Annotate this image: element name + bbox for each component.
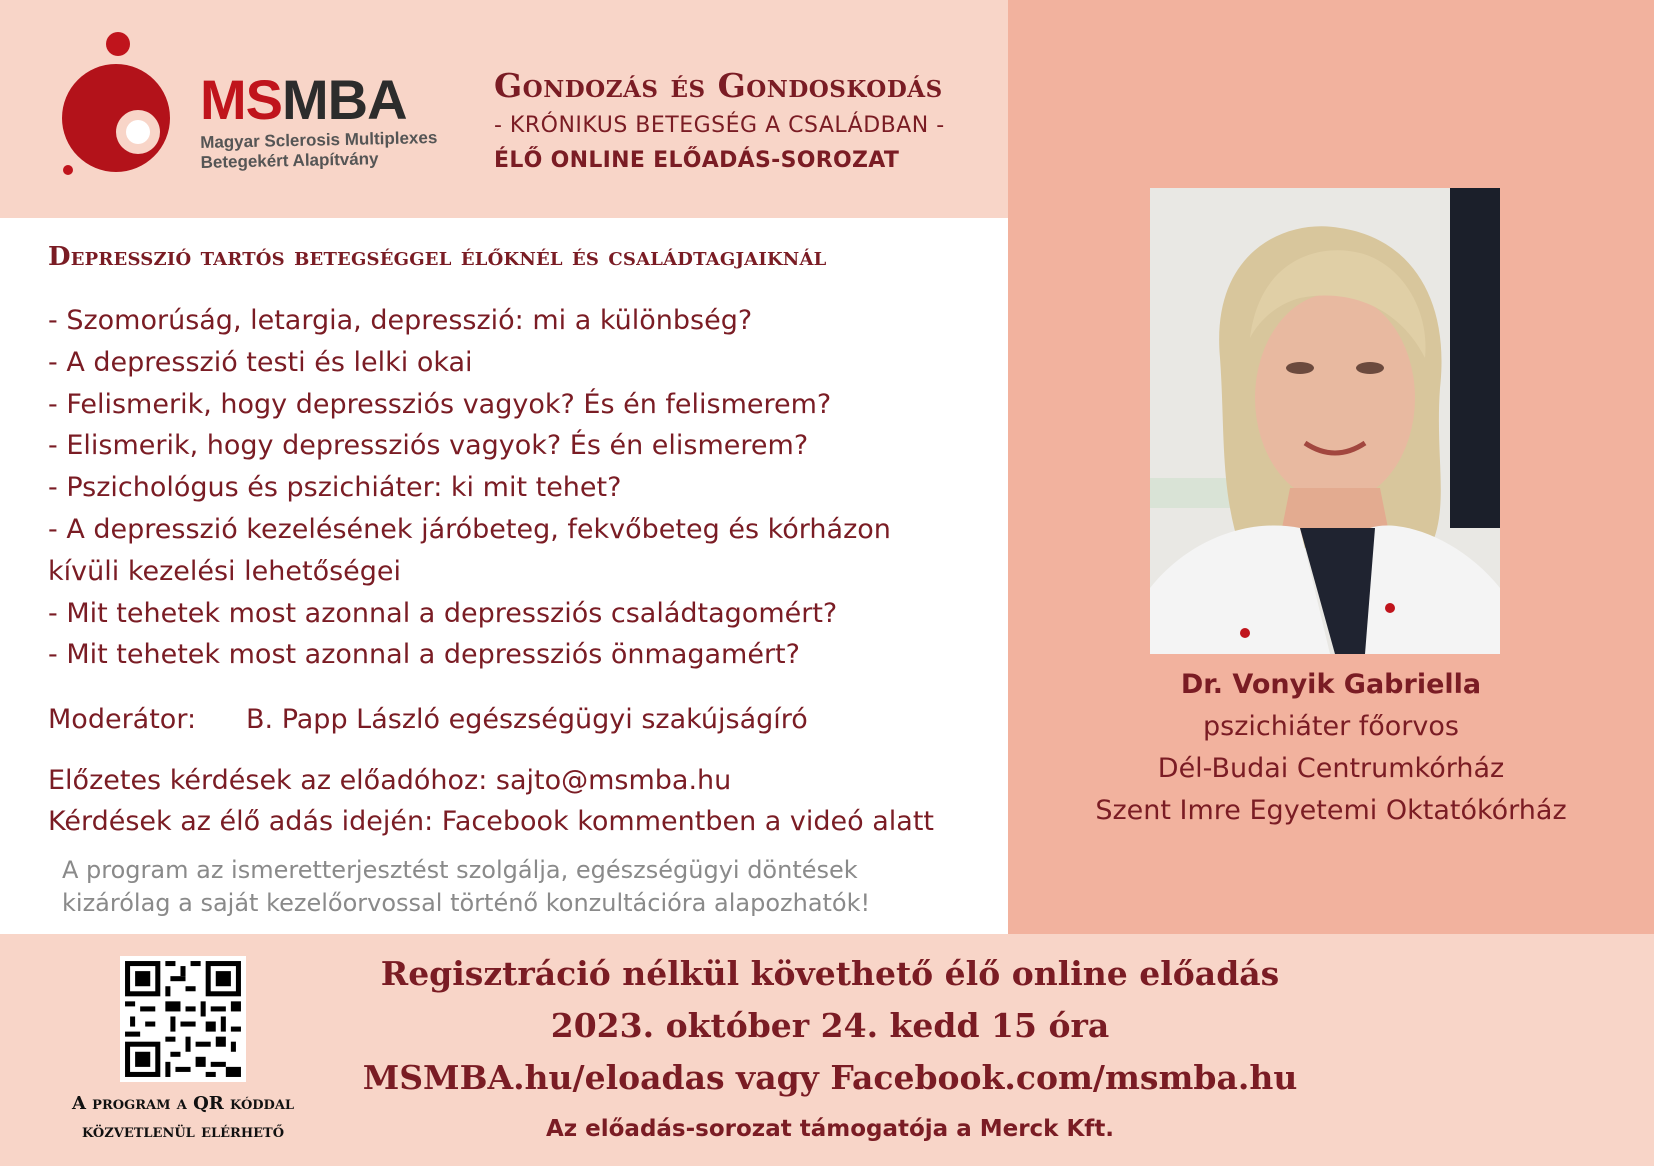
topic-item: - A depresszió testi és lelki okai: [48, 346, 473, 378]
topic-item: kívüli kezelési lehetőségei: [48, 555, 402, 587]
speaker-panel: [1008, 0, 1654, 934]
footer-banner: [0, 934, 1654, 1166]
qr-caption-line1: A program a QR kóddal: [71, 1093, 295, 1114]
series-heading: [494, 66, 945, 173]
logo-wordmark: [200, 68, 407, 131]
questions-live: Kérdések az élő adás idején: Facebook kommentben a videó alatt: [48, 806, 935, 837]
series-subtitle: - KRÓNIKUS BETEGSÉG A CSALÁDBAN -: [494, 113, 945, 138]
topic-title: Depresszió tartós betegséggel élőknél és családtagjaiknál: [48, 242, 827, 272]
event-registration: Regisztráció nélkül követhető élő online előadás: [380, 954, 1280, 993]
event-info: [330, 948, 1330, 1142]
speaker-info: [1008, 664, 1654, 832]
topic-item: - Elismerik, hogy depressziós vagyok? És én elismerem?: [48, 430, 809, 462]
header-banner: [0, 0, 1008, 218]
topic-item: - Mit tehetek most azonnal a depressziós családtagomért?: [48, 597, 838, 629]
qr-caption-line2: közvetlenül elérhető: [81, 1121, 285, 1142]
topic-list: [48, 300, 978, 676]
moderator-name: B. Papp László egészségügyi szakújságíró: [246, 704, 808, 735]
logo-mba: MBA: [282, 68, 407, 131]
topic-item: - Pszichológus és pszichiáter: ki mit tehet?: [48, 472, 622, 504]
event-date: 2023. október 24. kedd 15 óra: [550, 1006, 1110, 1045]
logo-subtitle: [200, 128, 438, 173]
topic-item: - Felismerik, hogy depressziós vagyok? És én felismerem?: [48, 388, 832, 420]
disclaimer-line1: A program az ismeretterjesztést szolgálja, egészségügyi döntések: [62, 856, 858, 884]
disclaimer-line2: kizárólag a saját kezelőorvossal történő konzultációra alapozhatók!: [62, 889, 871, 917]
speaker-photo: [1150, 188, 1500, 654]
logo-subtitle-line1: Magyar Sclerosis Multiplexes: [200, 128, 438, 152]
disclaimer: [62, 854, 870, 920]
event-links[interactable]: MSMBA.hu/eloadas vagy Facebook.com/msmba.hu: [362, 1058, 1298, 1097]
series-live-label: ÉLŐ ONLINE ELŐADÁS-SOROZAT: [494, 148, 900, 173]
topic-item: - A depresszió kezelésének járóbeteg, fekvőbeteg és kórházon: [48, 513, 891, 545]
topic-item: - Mit tehetek most azonnal a depressziós önmagamért?: [48, 639, 800, 671]
speaker-org1: Dél-Budai Centrumkórház: [1157, 753, 1505, 784]
moderator-row: [48, 704, 808, 735]
qr-code-icon[interactable]: [120, 956, 246, 1082]
logo-ms: MS: [200, 68, 282, 131]
speaker-org2: Szent Imre Egyetemi Oktatókórház: [1095, 795, 1567, 826]
questions-before: Előzetes kérdések az előadóhoz: sajto@msmba.hu: [48, 765, 732, 796]
questions-info: [48, 760, 934, 842]
moderator-label: Moderátor:: [48, 704, 197, 735]
speaker-role: pszichiáter főorvos: [1203, 711, 1459, 742]
topic-item: - Szomorúság, letargia, depresszió: mi a különbség?: [48, 305, 753, 336]
speaker-name: Dr. Vonyik Gabriella: [1180, 669, 1482, 700]
series-title: Gondozás és Gondoskodás: [494, 66, 943, 105]
qr-caption: [40, 1090, 326, 1146]
msmba-logo-icon: [60, 28, 180, 178]
lecture-content: [0, 218, 1008, 934]
logo-subtitle-line2: Betegekért Alapítvány: [200, 149, 379, 172]
event-sponsor: Az előadás-sorozat támogatója a Merck Kft.: [545, 1116, 1115, 1142]
